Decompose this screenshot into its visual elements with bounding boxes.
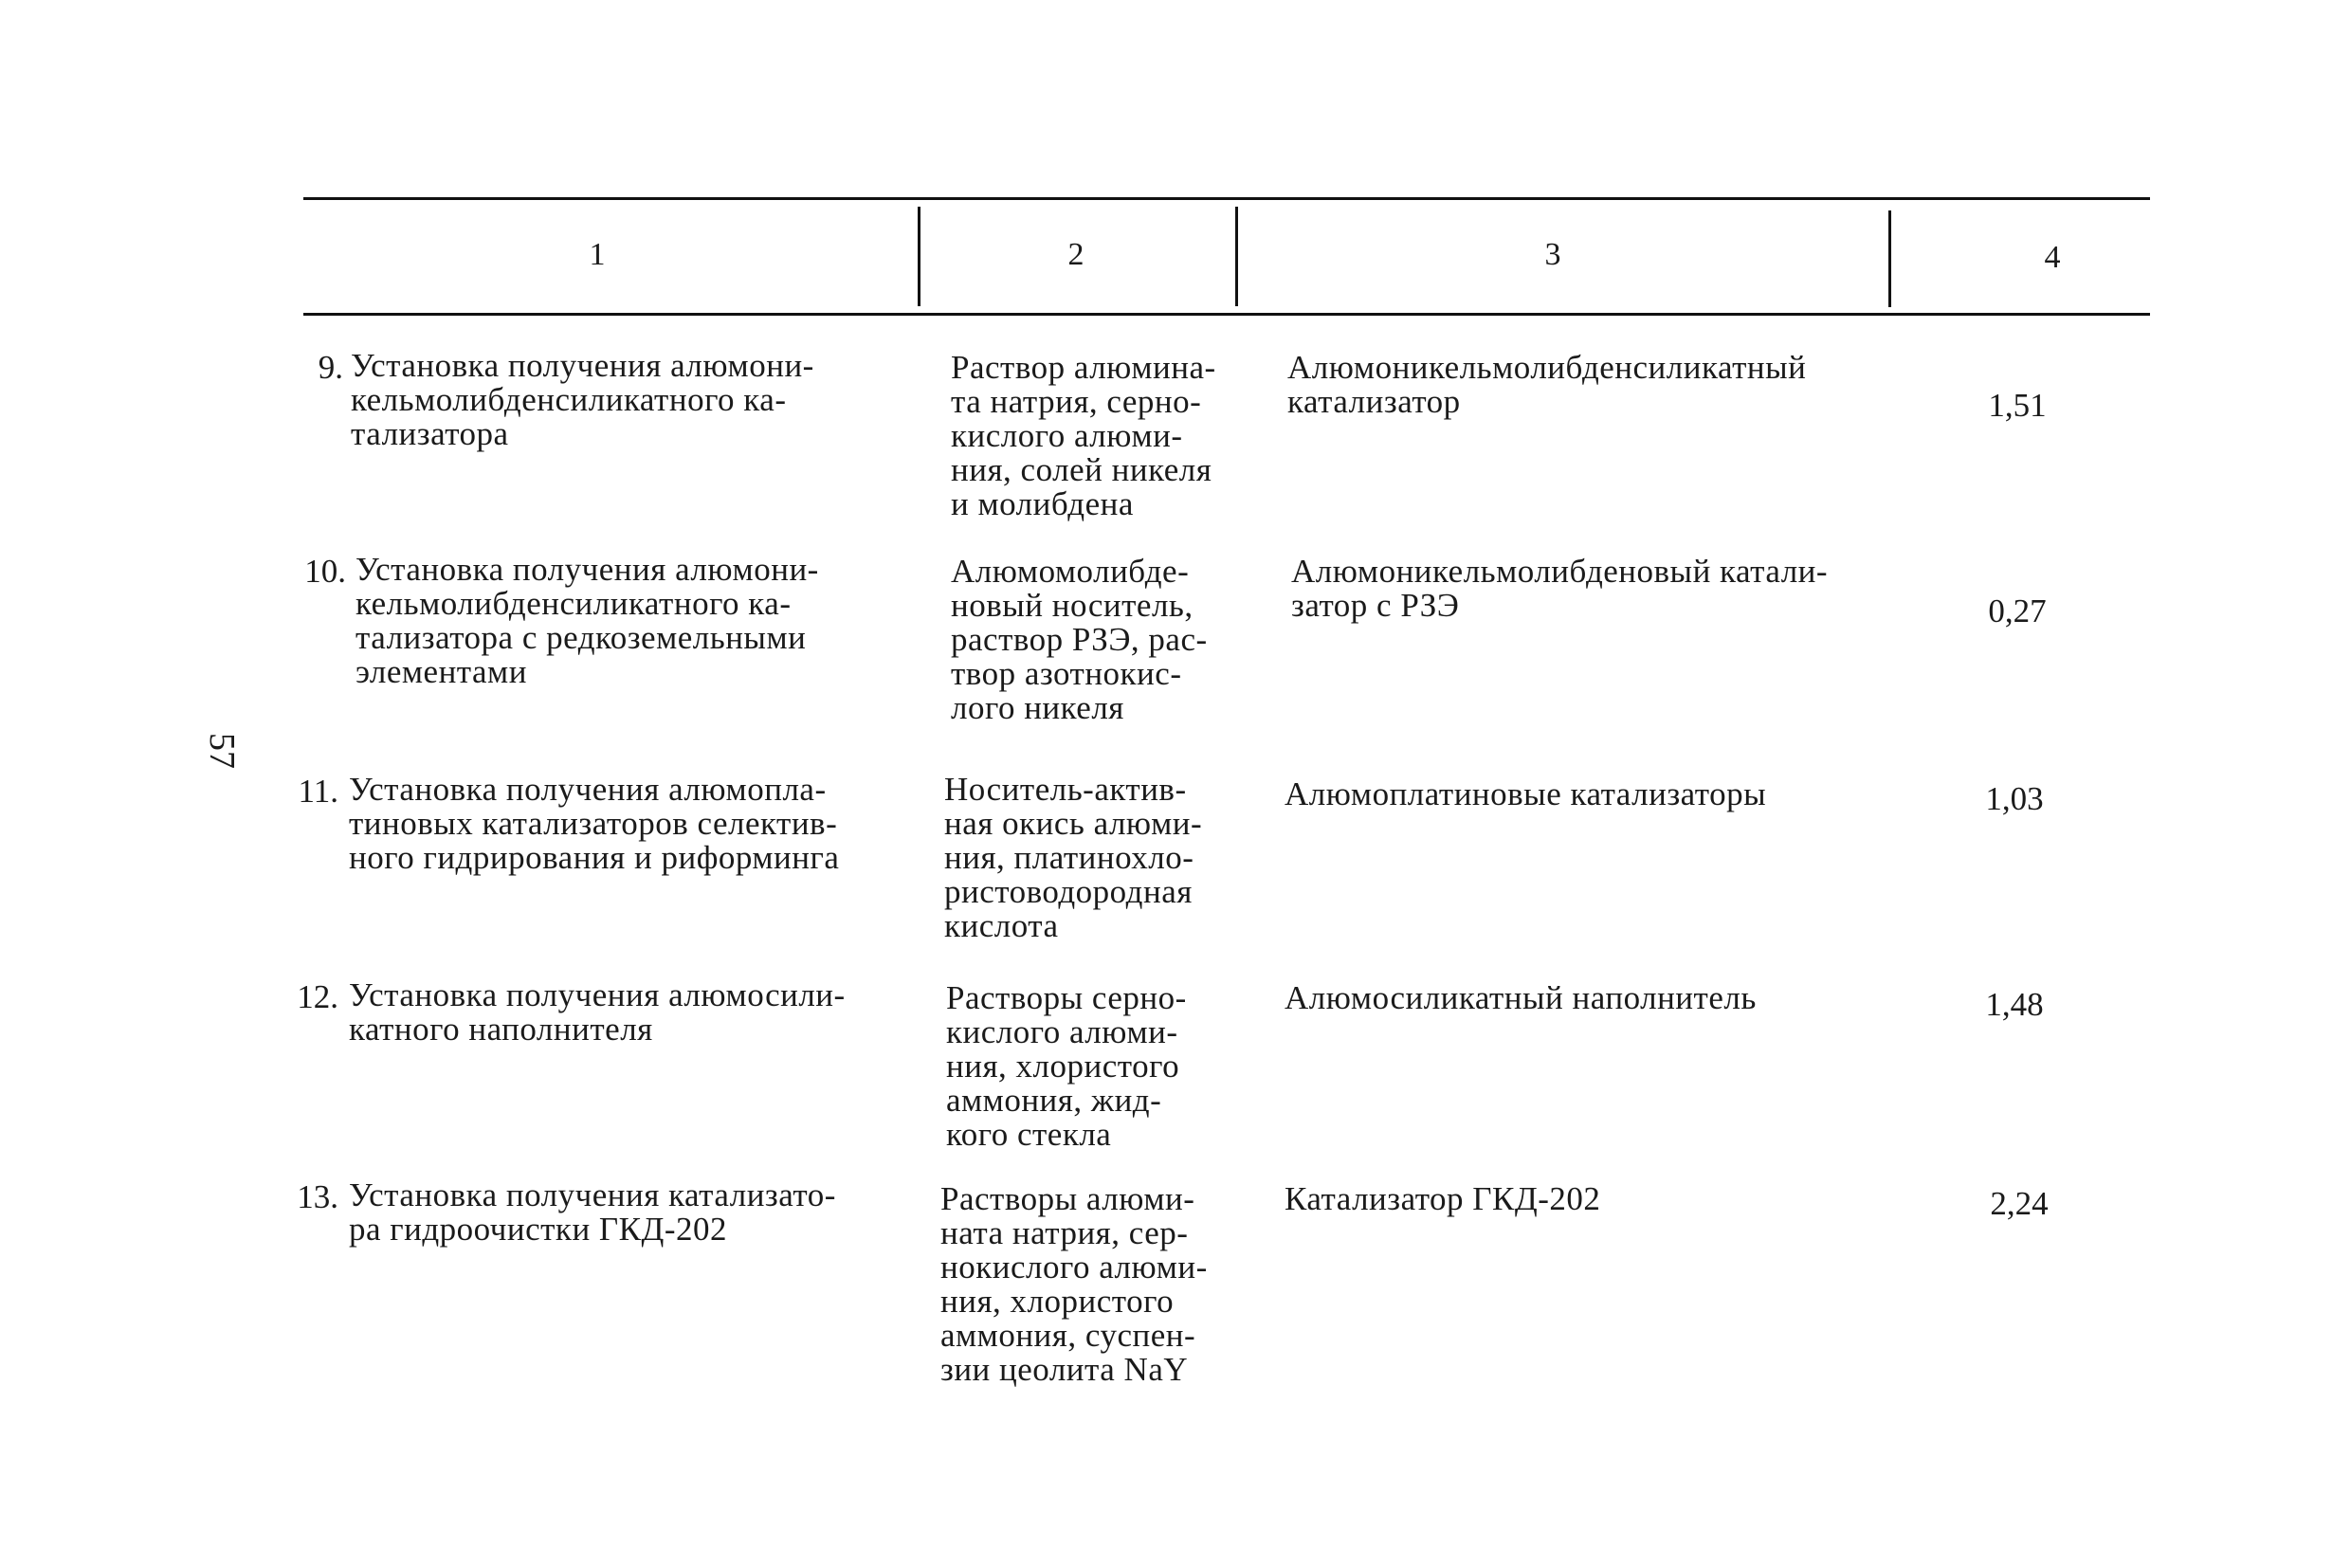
- value: 2,24: [1990, 1185, 2049, 1222]
- raw-materials: Растворы алюми- ната натрия, сер- нокислого алюми- ния, хлористого аммония, суспен- зии цеолита NaY: [940, 1180, 1208, 1388]
- raw-materials: Растворы серно- кислого алюми- ния, хлористого аммония, жид- кого стекла: [946, 979, 1187, 1153]
- value: 1,51: [1988, 387, 2047, 424]
- installation-name: Установка получения катализато- ра гидроочистки ГКД-202: [349, 1176, 836, 1248]
- installation-name: Установка получения алюмони- кельмолибденсиликатного ка- тализатора с редкоземельными элементами: [355, 551, 819, 690]
- row-number: 13.: [297, 1178, 338, 1215]
- page-number: 57: [202, 733, 242, 769]
- table-top-rule: [303, 197, 2150, 200]
- installation-name: Установка получения алюмопла- тиновых катализаторов селектив- ного гидрирования и риформинга: [349, 771, 840, 876]
- row-number: 10.: [304, 553, 346, 590]
- header-col-3: 3: [1544, 237, 1561, 272]
- row-number: 9.: [318, 349, 343, 386]
- raw-materials: Носитель-актив- ная окись алюми- ния, платинохло- ристоводородная кислота: [944, 771, 1203, 944]
- header-divider-1: [918, 207, 920, 306]
- header-col-4: 4: [2044, 240, 2061, 275]
- raw-materials: Раствор алюмина- та натрия, серно- кислого алюми- ния, солей никеля и молибдена: [951, 349, 1216, 522]
- installation-name: Установка получения алюмони- кельмолибденсиликатного ка- тализатора: [351, 347, 814, 452]
- product: Алюмоникельмолибденсиликатный катализатор: [1287, 349, 1807, 420]
- header-col-2: 2: [1067, 237, 1084, 272]
- row-number: 11.: [298, 773, 338, 810]
- raw-materials: Алюмомолибде- новый носитель, раствор РЗЭ, рас- твор азотнокис- лого никеля: [951, 553, 1208, 726]
- product: Алюмоплатиновые катализаторы: [1285, 775, 1767, 812]
- header-divider-3: [1888, 210, 1891, 307]
- header-divider-2: [1235, 207, 1238, 306]
- product: Катализатор ГКД-202: [1285, 1180, 1601, 1217]
- value: 1,48: [1985, 986, 2044, 1023]
- product: Алюмосиликатный наполнитель: [1285, 979, 1757, 1016]
- value: 1,03: [1985, 780, 2044, 817]
- installation-name: Установка получения алюмосили- катного наполнителя: [349, 976, 846, 1048]
- header-col-1: 1: [589, 237, 606, 272]
- product: Алюмоникельмолибденовый катали- затор с РЗЭ: [1291, 553, 1829, 624]
- row-number: 12.: [297, 978, 338, 1015]
- value: 0,27: [1988, 593, 2047, 629]
- table-header-bottom-rule: [303, 313, 2150, 316]
